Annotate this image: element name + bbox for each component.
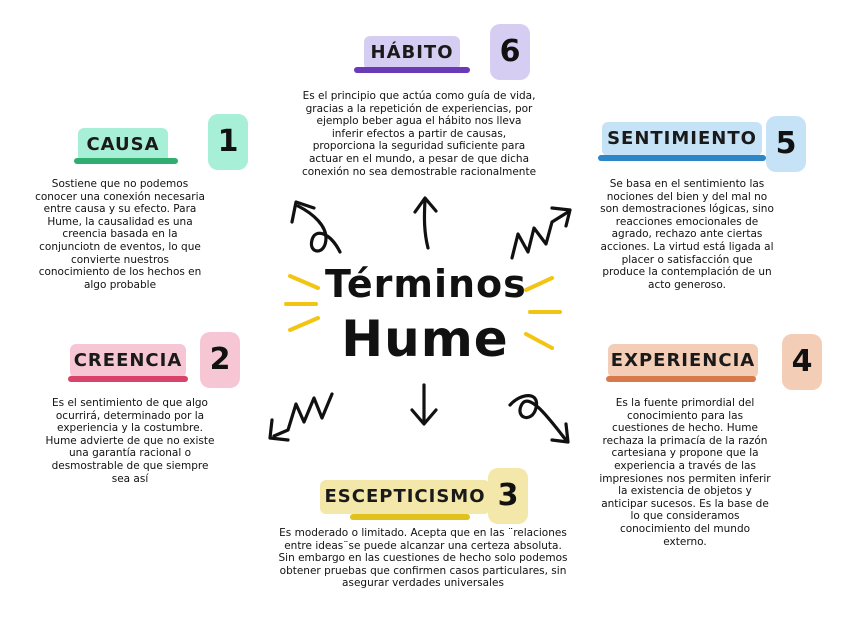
term-label-creencia: CREENCIA [70, 344, 186, 378]
term-text-escepticismo: Es moderado o limitado. Acepta que en las ¨relaciones entre ideas¨se puede alcanzar una certeza absoluta. Sin embargo en las cuestiones de hecho solo podemos obtener pruebas que confirmen casos particulares, sin asegurar verdades universales [278, 527, 568, 590]
arrow-to-causa [298, 206, 340, 252]
center-title-line2: Hume [341, 310, 509, 368]
term-label-escepticismo: ESCEPTICISMO [320, 480, 490, 514]
term-number-causa: 1 [208, 114, 248, 170]
term-number-sentimiento: 5 [766, 116, 806, 172]
term-text-causa: Sostiene que no podemos conocer una conexión necesaria entre causa y su efecto. Para Hume, la causalidad es una creencia basada en la conjunciotn de eventos, lo que convierte nuestros conocimiento de los hechos en algo probable [35, 178, 205, 291]
arrow-to-habito [424, 200, 428, 248]
term-number-creencia: 2 [200, 332, 240, 388]
term-label-sentimiento: SENTIMIENTO [602, 122, 762, 156]
term-number-escepticismo: 3 [488, 468, 528, 524]
term-underline-experiencia [606, 376, 756, 382]
term-number-experiencia: 4 [782, 334, 822, 390]
term-underline-escepticismo [350, 514, 470, 520]
term-underline-causa [74, 158, 178, 164]
arrow-to-creencia [274, 394, 332, 436]
term-number-habito: 6 [490, 24, 530, 80]
term-text-sentimiento: Se basa en el sentimiento las nociones del bien y del mal no son demostraciones lógicas, sino reacciones emocionales de agrado, rechazo ante ciertas acciones. La virtud está ligada al placer o satisfacción que produce la contemplación de un acto generoso. [600, 178, 774, 291]
term-underline-sentimiento [598, 155, 766, 161]
term-text-habito: Es el principio que actúa como guía de vida, gracias a la repetición de experiencias, por ejemplo beber agua el hábito nos lleva inferir efectos a partir de causas, proporciona la seguridad suficiente para actuar en el mundo, a pesar de que dicha conexión no sea demostrable racionalmente [301, 90, 537, 178]
term-text-creencia: Es el sentimiento de que algo ocurrirá, determinado por la experiencia y la costumbre. Hume advierte de que no existe una garantía racional o desmostrable de que siempre sea así [45, 397, 215, 485]
term-underline-habito [354, 67, 470, 73]
term-underline-creencia [68, 376, 188, 382]
term-label-experiencia: EXPERIENCIA [608, 344, 758, 378]
arrow-to-sentimiento [512, 212, 568, 258]
term-label-habito: HÁBITO [364, 36, 460, 70]
term-text-experiencia: Es la fuente primordial del conocimiento para las cuestiones de hecho. Hume rechaza la primacía de la razón cartesiana y propone que la experiencia a través de las impresiones nos permiten inferir la existencia de objetos y anticipar sucesos. Es la base de lo que consideramos conocimiento del mundo externo. [599, 397, 771, 548]
term-label-causa: CAUSA [78, 128, 168, 162]
arrow-to-experiencia [510, 396, 566, 440]
center-title-line1: Términos [325, 262, 527, 306]
